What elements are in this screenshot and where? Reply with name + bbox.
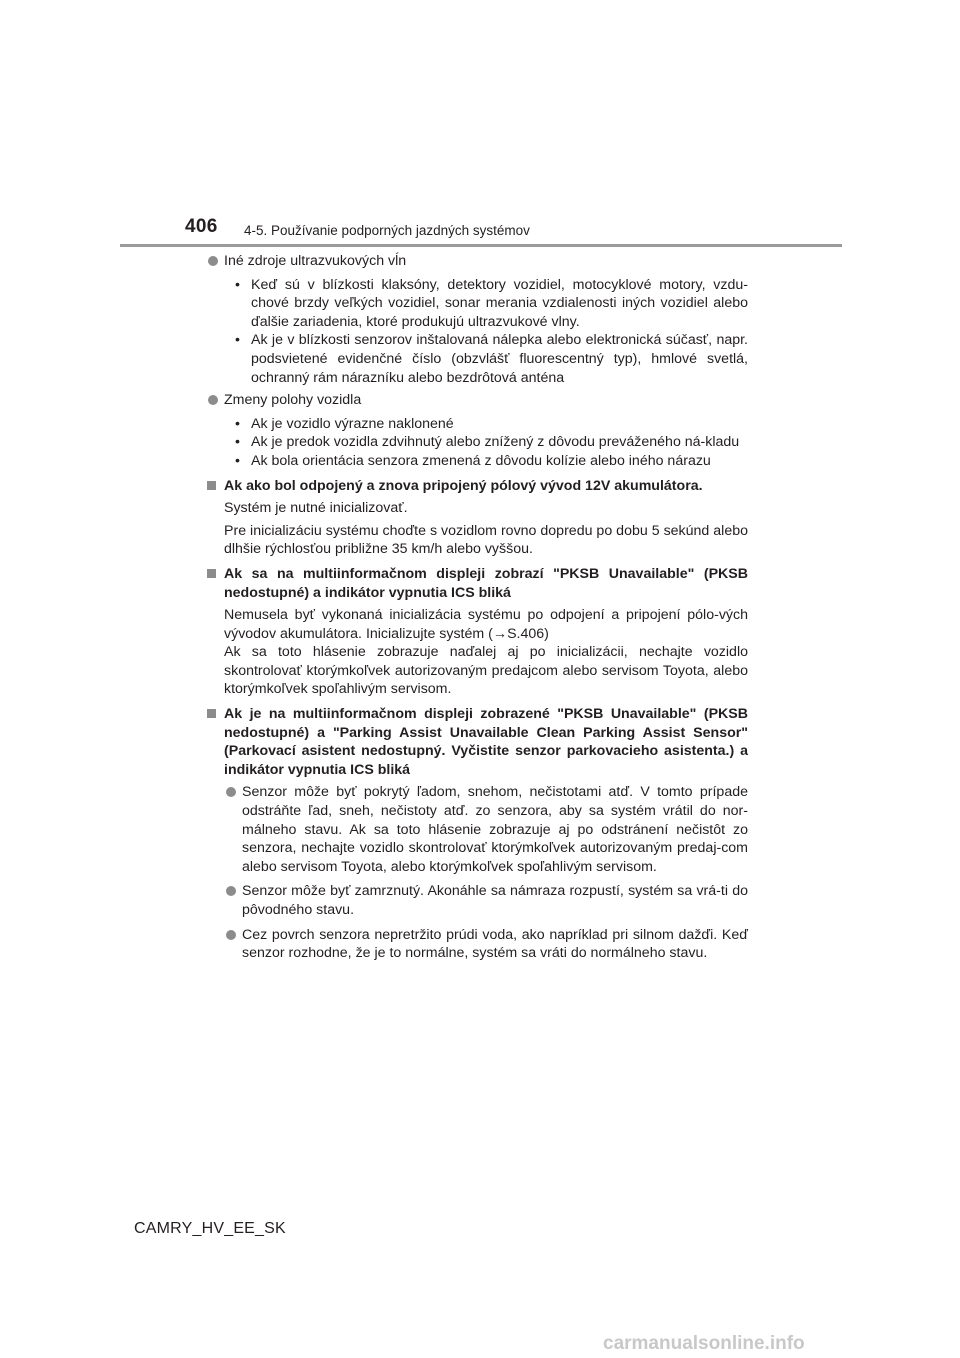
circle-bullet-icon: [208, 256, 218, 266]
document-code: CAMRY_HV_EE_SK: [134, 1220, 286, 1237]
circle-bullet-icon: [226, 787, 236, 797]
sub-list: [206, 415, 748, 471]
page-number: 406: [185, 216, 218, 237]
sub-list: [206, 276, 748, 388]
paragraph: Pre inicializáciu systému choďte s vozidlom rovno dopredu po dobu 5 sekúnd alebo dlhšie rýchlosťou približne 35 km/h alebo vyššou.: [224, 522, 748, 558]
section-parking-assist-unavailable: [206, 705, 748, 779]
circle-bullet-icon: [226, 886, 236, 896]
list-item: • Ak je predok vozidla zdvihnutý alebo znížený z dôvodu preváženého ná-kladu: [235, 434, 740, 451]
paragraph: Ak sa toto hlásenie zobrazuje naďalej aj po inicializácii, nechajte vozidlo skontrolovať ktorýmkoľvek autorizovaným predajcom alebo servisom Toyota, alebo ktorýmkoľvek spoľahlivým servisom.: [224, 644, 748, 698]
list-item: Senzor môže byť pokrytý ľadom, snehom, nečistotami atď. V tomto prípade odstráňte ľad, sneh, nečistoty atď. zo senzora, aby sa systém vrátil do nor-málneho stavu. Ak sa toto hlásenie zobrazuje aj po odstránení nečistôt zo senzora, nechajte vozidlo skontrolovať ktorýmkoľvek autorizovaným predaj-com alebo servisom Toyota, alebo ktorýmkoľvek spoľahlivým servisom.: [206, 783, 748, 876]
section-title: Ak ako bol odpojený a znova pripojený pólový vývod 12V akumulátora.: [224, 477, 703, 494]
dot-bullet-icon: •: [235, 332, 240, 349]
paragraph: Systém je nutné inicializovať.: [224, 500, 408, 517]
header-divider: [120, 244, 842, 247]
square-marker-icon: [207, 569, 216, 578]
list-item: • Ak bola orientácia senzora zmenená z dôvodu kolízie alebo iného nárazu: [235, 452, 711, 469]
circle-bullet-icon: [226, 930, 236, 940]
chapter-title: 4-5. Používanie podporných jazdných systémov: [244, 223, 530, 238]
circle-bullet-icon: [208, 395, 218, 405]
list-item: • Keď sú v blízkosti klaksóny, detektory vozidiel, motocyklové motory, vzdu-chové brzdy veľkých vozidiel, sonar merania vzdialenosti iných vozidiel alebo ďalšie zariadenia, ktoré produkujú ultrazvukové vlny.: [235, 276, 748, 330]
list-item: • Ak je v blízkosti senzorov inštalovaná nálepka alebo elektronická súčasť, napr. podsvietené evidenčné číslo (obzvlášť fluorescentný typ), hmlové svetlá, ochranný rám nárazníku alebo bezdrôtová anténa: [235, 332, 748, 386]
section-battery-reconnect: [206, 477, 748, 559]
square-marker-icon: [207, 481, 216, 490]
list-item: Cez povrch senzora nepretržito prúdi voda, ako napríklad pri silnom dažďi. Keď senzor rozhodne, že je to normálne, systém sa vráti do normálneho stavu.: [206, 926, 748, 963]
watermark: carmanualsonline.info: [603, 1333, 805, 1354]
paragraph: Nemusela byť vykonaná inicializácia systému po odpojení a pripojení pólo-vých vývodov akumulátora. Inicializujte systém (→S.406): [224, 607, 748, 642]
dot-bullet-icon: •: [235, 434, 240, 451]
section-pksb-unavailable: [206, 565, 748, 699]
list-item: Senzor môže byť zamrznutý. Akonáhle sa námraza rozpustí, systém sa vrá-ti do pôvodného stavu.: [206, 882, 748, 919]
section-title: Ak je na multiinformačnom displeji zobrazené "PKSB Unavailable" (PKSB nedostupné) a "Parking Assist Unavailable Clean Parking Assist Sensor" (Parkovací asistent nedostupný. Vyčistite senzor parkovacieho asistenta.) a indikátor vypnutia ICS bliká: [224, 706, 748, 778]
list-item: • Ak je vozidlo výrazne naklonené: [235, 415, 454, 432]
dot-bullet-icon: •: [235, 452, 240, 469]
section-title: Ak sa na multiinformačnom displeji zobrazí "PKSB Unavailable" (PKSB nedostupné) a indikátor vypnutia ICS bliká: [224, 565, 748, 601]
dot-bullet-icon: •: [235, 415, 240, 432]
bullet-vehicle-position: [206, 391, 748, 410]
page-body: [206, 252, 748, 963]
square-marker-icon: [207, 709, 216, 718]
dot-bullet-icon: •: [235, 276, 240, 293]
bullet-title: Iné zdroje ultrazvukových vĺn: [224, 253, 407, 269]
bullet-title: Zmeny polohy vozidla: [224, 392, 362, 409]
bullet-ultrasonic-sources: [206, 252, 748, 271]
